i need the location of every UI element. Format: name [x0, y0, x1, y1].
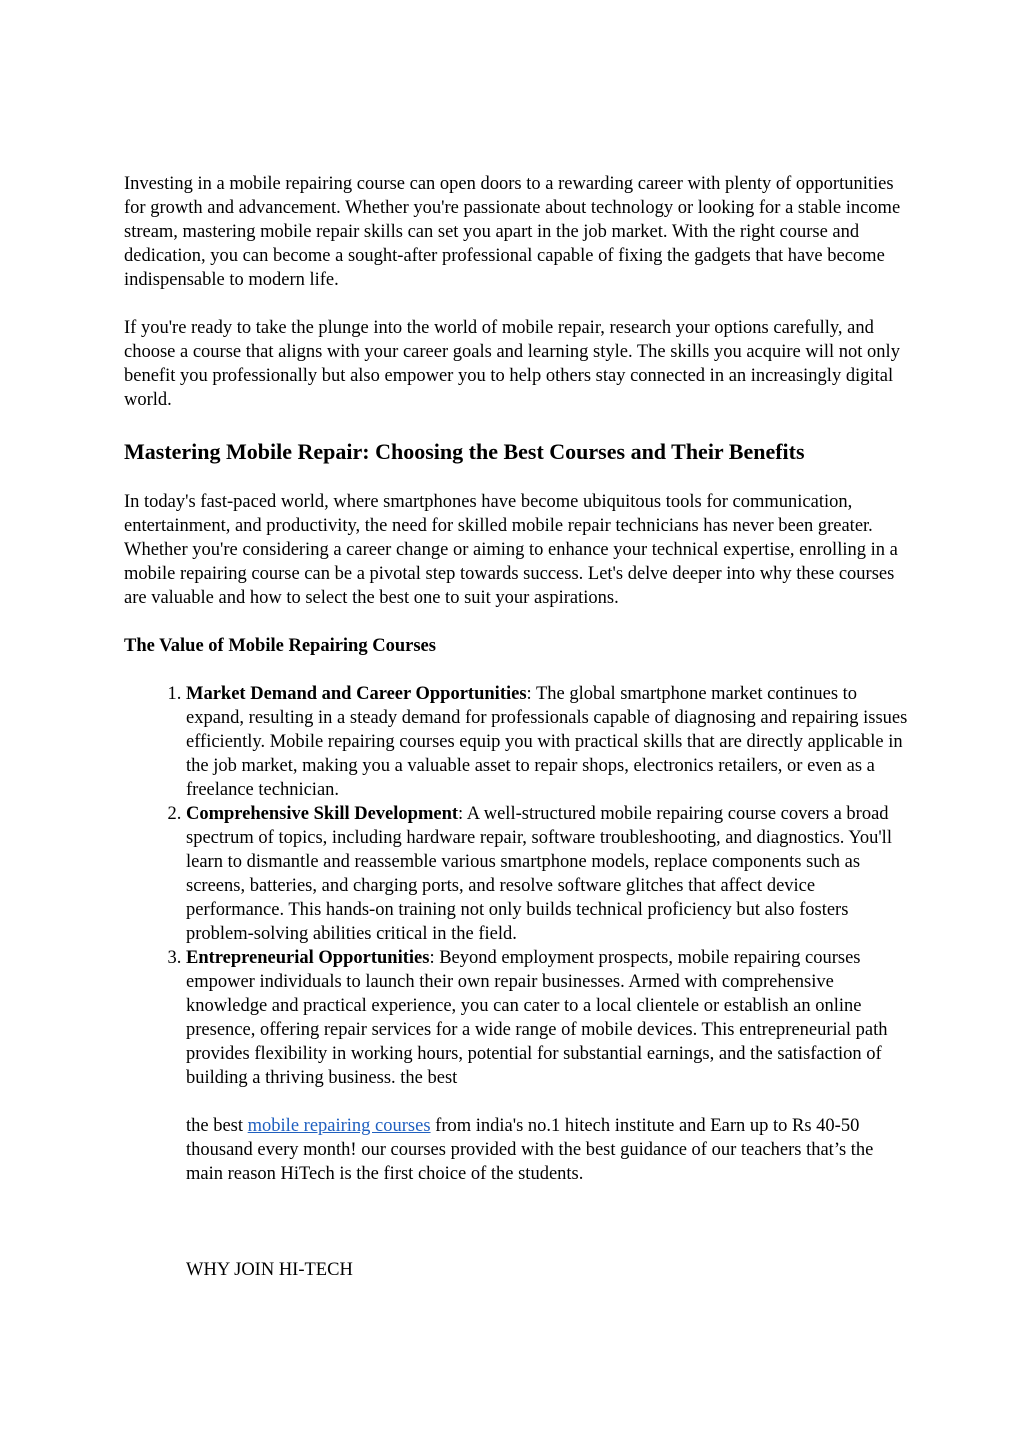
- footer-heading: WHY JOIN HI-TECH: [186, 1260, 353, 1280]
- section-heading: Mastering Mobile Repair: Choosing the Best Courses and Their Benefits: [124, 439, 805, 464]
- intro-paragraph-1: Investing in a mobile repairing course can open doors to a rewarding career with plenty of opportunities for growth and advancement. Whether you're passionate about technology or looking for a stable income stream, mastering mobile repair skills can set you apart in the job market. With the right course and dedication, you can become a sought-after professional capable of fixing the gadgets that have become indispensable to modern life.: [124, 174, 901, 290]
- list-item: [186, 682, 909, 802]
- list-item-title: Market Demand and Career Opportunities: [186, 684, 527, 704]
- list-item: [186, 946, 909, 1090]
- list-item-title: Comprehensive Skill Development: [186, 804, 459, 824]
- list-item-text: : Beyond employment prospects, mobile repairing courses empower individuals to launch their own repair businesses. Armed with comprehensive knowledge and practical experience, you can cater to a local clientele or establish an online presence, offering repair services for a wide range of mobile devices. This entrepreneurial path provides flexibility in working hours, potential for substantial earnings, and the satisfaction of building a thriving business. the best: [186, 948, 888, 1088]
- list-item-title: Entrepreneurial Opportunities: [186, 948, 430, 968]
- list-item-text: : A well-structured mobile repairing course covers a broad spectrum of topics, including hardware repair, software troubleshooting, and diagnostics. You'll learn to dismantle and reassemble various smartphone models, replace components such as screens, batteries, and charging ports, and resolve software glitches that affect device performance. This hands-on training not only builds technical proficiency but also fosters problem-solving abilities critical in the field.: [186, 804, 892, 944]
- promo-paragraph: [186, 1114, 909, 1186]
- section-subheading: The Value of Mobile Repairing Courses: [124, 636, 436, 656]
- document-content: [124, 172, 909, 1282]
- section-body: In today's fast-paced world, where smartphones have become ubiquitous tools for communication, entertainment, and productivity, the need for skilled mobile repair technicians has never been greater. Whether you're considering a career change or aiming to enhance your technical expertise, enrolling in a mobile repairing course can be a pivotal step towards success. Let's delve deeper into why these courses are valuable and how to select the best one to suit your aspirations.: [124, 492, 898, 608]
- list-item-text: : The global smartphone market continues to expand, resulting in a steady demand for professionals capable of diagnosing and repairing issues efficiently. Mobile repairing courses equip you with practical skills that are directly applicable in the job market, making you a valuable asset to repair shops, electronics retailers, or even as a freelance technician.: [186, 684, 908, 800]
- intro-paragraph-2: If you're ready to take the plunge into the world of mobile repair, research your options carefully, and choose a course that aligns with your career goals and learning style. The skills you acquire will not only benefit you professionally but also empower you to help others stay connected in an increasingly digital world.: [124, 318, 900, 410]
- benefits-list: [124, 682, 909, 1090]
- promo-suffix: from india's no.1 hitech institute and Earn up to Rs 40-50 thousand every month! our courses provided with the best guidance of our teachers that’s the main reason HiTech is the first choice of the students.: [186, 1116, 874, 1184]
- promo-prefix: the best: [186, 1116, 248, 1136]
- courses-link[interactable]: mobile repairing courses: [247, 1116, 431, 1136]
- list-item: [186, 802, 909, 946]
